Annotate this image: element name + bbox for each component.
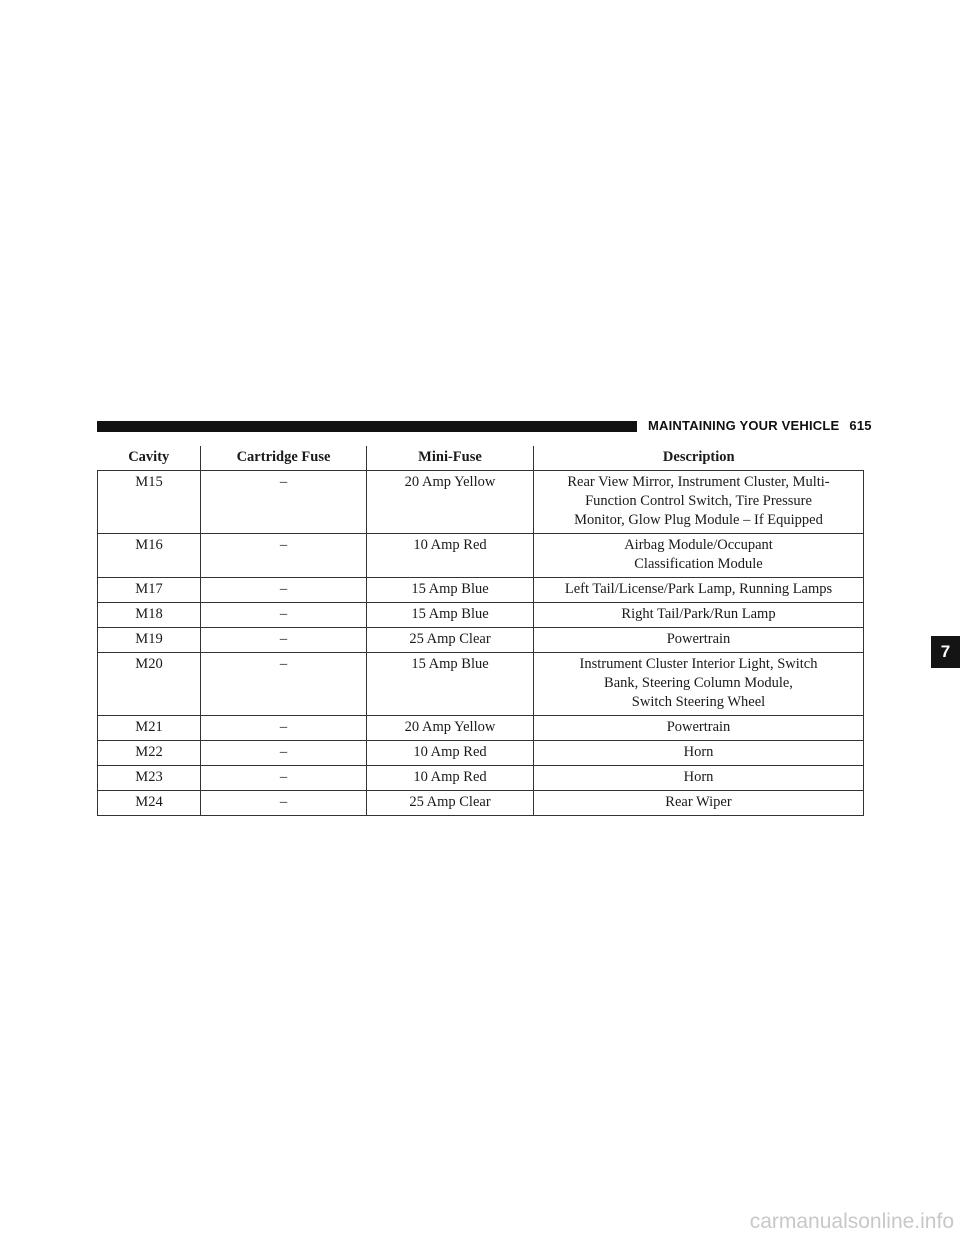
description-cell [534,716,864,741]
table-row [98,741,864,766]
table-body [98,471,864,816]
cavity-cell: M20 [98,653,201,716]
cartridge-fuse-cell: – [201,578,367,603]
mini-fuse-cell: 15 Amp Blue [367,578,534,603]
description-line: Horn [683,769,714,785]
table-row [98,653,864,716]
table-row [98,578,864,603]
cavity-cell: M18 [98,603,201,628]
table-row [98,471,864,534]
description-cell [534,653,864,716]
mini-fuse-cell: 20 Amp Yellow [367,716,534,741]
description-cell [534,791,864,816]
description-line: Classification Module [634,556,763,572]
cartridge-fuse-cell: – [201,791,367,816]
cartridge-fuse-cell: – [201,628,367,653]
column-header: Mini-Fuse [367,446,534,471]
description-cell [534,471,864,534]
cartridge-fuse-cell: – [201,471,367,534]
mini-fuse-cell: 20 Amp Yellow [367,471,534,534]
description-line: Rear Wiper [665,794,732,810]
watermark: carmanualsonline.info [749,1210,954,1233]
description-line: Instrument Cluster Interior Light, Switch [579,656,818,672]
cartridge-fuse-cell: – [201,653,367,716]
description-line: Powertrain [666,631,731,647]
cartridge-fuse-cell: – [201,603,367,628]
column-header: Description [534,446,864,471]
mini-fuse-cell: 10 Amp Red [367,534,534,578]
mini-fuse-cell: 10 Amp Red [367,766,534,791]
mini-fuse-cell: 25 Amp Clear [367,791,534,816]
header-rule [97,421,637,432]
mini-fuse-cell: 10 Amp Red [367,741,534,766]
cavity-cell: M16 [98,534,201,578]
mini-fuse-cell: 15 Amp Blue [367,653,534,716]
table-row [98,603,864,628]
table-row [98,791,864,816]
description-line: Switch Steering Wheel [631,694,766,710]
description-cell [534,766,864,791]
column-header: Cartridge Fuse [201,446,367,471]
description-line: Monitor, Glow Plug Module – If Equipped [574,512,823,528]
cavity-cell: M17 [98,578,201,603]
cavity-cell: M19 [98,628,201,653]
table-row [98,534,864,578]
description-line: Bank, Steering Column Module, [604,675,793,691]
cartridge-fuse-cell: – [201,716,367,741]
description-cell [534,603,864,628]
cartridge-fuse-cell: – [201,741,367,766]
description-cell [534,578,864,603]
description-cell [534,628,864,653]
description-line: Left Tail/License/Park Lamp, Running Lamps [564,581,833,597]
cavity-cell: M15 [98,471,201,534]
cartridge-fuse-cell: – [201,766,367,791]
cavity-cell: M22 [98,741,201,766]
page-number: 615 [849,418,872,433]
cavity-cell: M23 [98,766,201,791]
cavity-cell: M24 [98,791,201,816]
chapter-tab: 7 [931,636,960,668]
column-header: Cavity [98,446,201,471]
running-header [648,418,872,433]
description-line: Function Control Switch, Tire Pressure [585,493,812,509]
description-line: Horn [683,744,714,760]
mini-fuse-cell: 25 Amp Clear [367,628,534,653]
description-line: Right Tail/Park/Run Lamp [621,606,776,622]
table-row [98,716,864,741]
description-line: Airbag Module/Occupant [624,537,773,553]
fuse-table [97,446,864,816]
description-line: Rear View Mirror, Instrument Cluster, Multi- [567,474,830,490]
cavity-cell: M21 [98,716,201,741]
section-title: MAINTAINING YOUR VEHICLE [648,418,840,433]
description-cell [534,534,864,578]
description-line: Powertrain [666,719,731,735]
mini-fuse-cell: 15 Amp Blue [367,603,534,628]
table-header-row [98,446,864,471]
table-row [98,628,864,653]
cartridge-fuse-cell: – [201,534,367,578]
table-row [98,766,864,791]
description-cell [534,741,864,766]
